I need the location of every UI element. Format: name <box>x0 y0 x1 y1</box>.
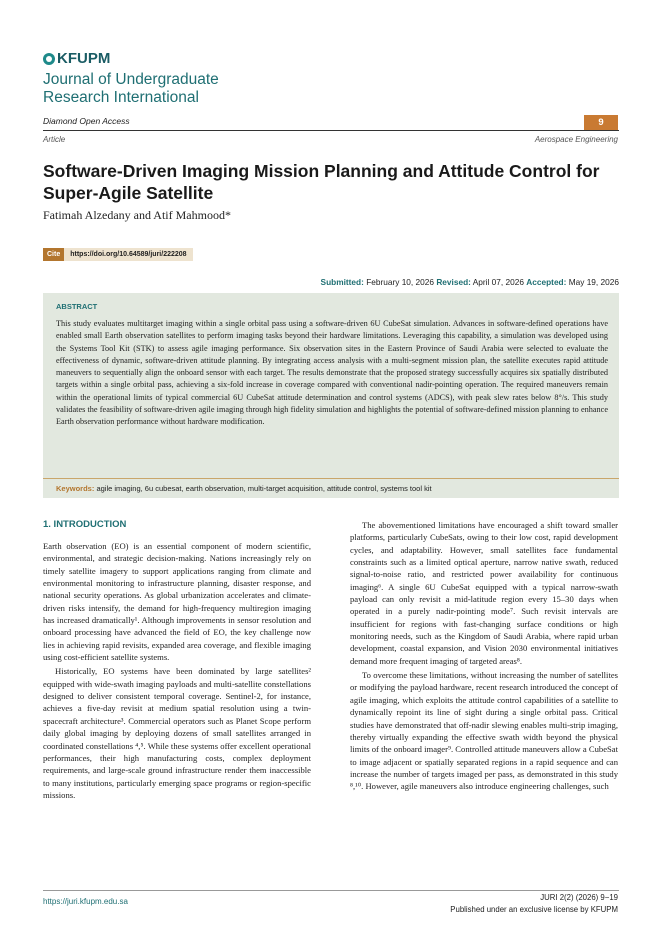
paper-title <box>43 160 623 204</box>
kfupm-logo-icon <box>43 53 55 65</box>
paragraph: To overcome these limitations, without increasing the number of satellites or modifying the payload hardware, recent research introduced the concept of agile imaging, which exploits the attitude control capabilities of a satellite to dynamically repoint its line of sight during a single orbital pass. Critical studies have demonstrated that off-nadir slewing enables multi-strip imaging, thereby virtually expanding the effective swath width beyond the physical limits of the onboard imager⁹. Controlled attitude maneuvers allow a CubeSat to image adjacent or spatially separated regions in a rapid sequence and can increase the number of targets imaged per pass, as demonstrated in this study ⁸,¹⁰. However, agile maneuvers also introduce engineering challenges, such <box>350 670 618 792</box>
cite-box <box>43 248 193 261</box>
journal-url[interactable]: https://juri.kfupm.edu.sa <box>43 897 128 906</box>
revised-label: Revised: <box>436 277 471 287</box>
revised-date: April 07, 2026 <box>472 277 524 287</box>
submission-dates <box>321 277 619 287</box>
access-label: Diamond Open Access <box>43 116 130 126</box>
abstract-heading: ABSTRACT <box>56 302 98 311</box>
accepted-label: Accepted: <box>526 277 567 287</box>
keywords-label: Keywords: <box>56 484 95 493</box>
abstract-text: This study evaluates multitarget imaging within a single orbital pass using a software-driven 6U CubeSat simulation. Advances in software-defined operations have enabled small Earth observation satellites to perform imaging tasks beyond their hardware limitations. Leveraging this capability, a simulation was developed using the Systems Tool Kit (STK) to assess agile imaging performance. Six observation sites in the Eastern Province of Saudi Arabia were selected to evaluate the effectiveness of dynamic, software-driven attitude planning. By integrating access analysis with a multi-segment mission plan, the satellite executes rapid attitude maneuvers to sequentially align the onboard sensor with each target. The results demonstrate that the proposed strategy successfully acquires six spatially distributed targets within a single orbital pass, achieving a six-fold increase in coverage compared with conventional nadir-pointing operation. The required maneuvers remain within the operational limits of typical commercial 6U CubeSat attitude determination and control systems (ADCS), with peak slew rates below 8°/s. This study validates the feasibility of software-driven agile imaging through high fidelity simulation and highlights the potential of software-defined mission planning to enhance Earth observation performance without hardware modification. <box>56 319 608 426</box>
submitted-label: Submitted: <box>320 277 364 287</box>
paragraph: The abovementioned limitations have encouraged a shift toward smaller platforms, particularly CubeSats, owing to their low cost, rapid development cycles, and adaptability. However, small satellites face fundamental constraints such as a limited optical aperture, narrow native swath, reduced signal-to-noise ratio, and restricted power availability for continuous imaging⁶. A single 6U CubeSat equipped with a typical narrow-swath payload can only revisit a mid-latitude region every 15–30 days when operated in a purely nadir-pointing mode⁷. Such revisit intervals are insufficient for regions with fast-changing surface conditions or high monitoring needs, such as the Kingdom of Saudi Arabia, where rapid urban development, coastal expansion, and Vision 2030 environmental initiatives demand more frequent imaging of targeted areas⁸. <box>350 520 618 666</box>
cite-label: Cite <box>43 248 64 261</box>
kfupm-logo <box>43 50 110 67</box>
paragraph: Earth observation (EO) is an essential component of modern scientific, environmental, and strategic decision-making. Nations increasingly rely on timely satellite imagery to support applications ranging from climate and environmental monitoring to infrastructure planning, disaster response, and national security operations. As global urbanization accelerates and climate-driven risks intensify, the demand for high-frequency multiregion imaging has increased dramatically¹. Although improvements in sensor resolution and onboard processing have advanced the field of EO, the key challenge now lies in achieving rapid revisits, expanded area coverage, and flexible imaging using cost-efficient satellite systems. <box>43 541 311 663</box>
submitted-date: February 10, 2026 <box>366 277 434 287</box>
accepted-date: May 19, 2026 <box>568 277 619 287</box>
keywords-list: agile imaging, 6u cubesat, earth observation, multi-target acquisition, attitude control, systems tool kit <box>96 484 432 493</box>
page-number-badge: 9 <box>584 115 618 130</box>
section-heading-introduction: 1. INTRODUCTION <box>43 519 127 530</box>
footer-rule <box>43 890 619 891</box>
subject-field: Aerospace Engineering <box>534 135 618 144</box>
authors: Fatimah Alzedany and Atif Mahmood* <box>43 208 231 222</box>
journal-name-line2: Research International <box>43 89 199 106</box>
header-rule <box>43 130 619 131</box>
journal-name-line1: Journal of Undergraduate <box>43 71 219 88</box>
journal-citation: JURI 2(2) (2026) 9−19 <box>540 893 618 902</box>
keywords <box>56 484 432 493</box>
left-column <box>43 540 311 803</box>
paper-title-line2: Super-Agile Satellite <box>43 183 214 203</box>
journal-name <box>43 71 219 107</box>
logo-text: KFUPM <box>57 50 111 67</box>
article-type: Article <box>43 135 66 144</box>
paragraph: Historically, EO systems have been dominated by large satellites² equipped with wide-swath imaging payloads and multi-satellite constellations designed to deliver consistent temporal coverage. Sentinel-2, for instance, achieves a five-day revisit at medium spatial resolution using a twin-spacecraft architecture³. Commercial operators such as Planet Scope perform daily global imaging by deploying dozens of small satellites arranged in coordinated constellations ⁴,⁵. While these systems offer excellent operational performances, their high manufacturing costs, complex deployment requirements, and large-scale ground infrastructure render them inaccessible to many institutions, particularly emerging space programs or region-specific missions. <box>43 666 311 800</box>
license-note: Published under an exclusive license by KFUPM <box>450 905 618 914</box>
paper-title-line1: Software-Driven Imaging Mission Planning and Attitude Control for <box>43 161 600 181</box>
doi-link[interactable]: https://doi.org/10.64589/juri/222208 <box>64 248 192 261</box>
right-column <box>350 519 618 795</box>
keywords-divider <box>43 478 619 479</box>
